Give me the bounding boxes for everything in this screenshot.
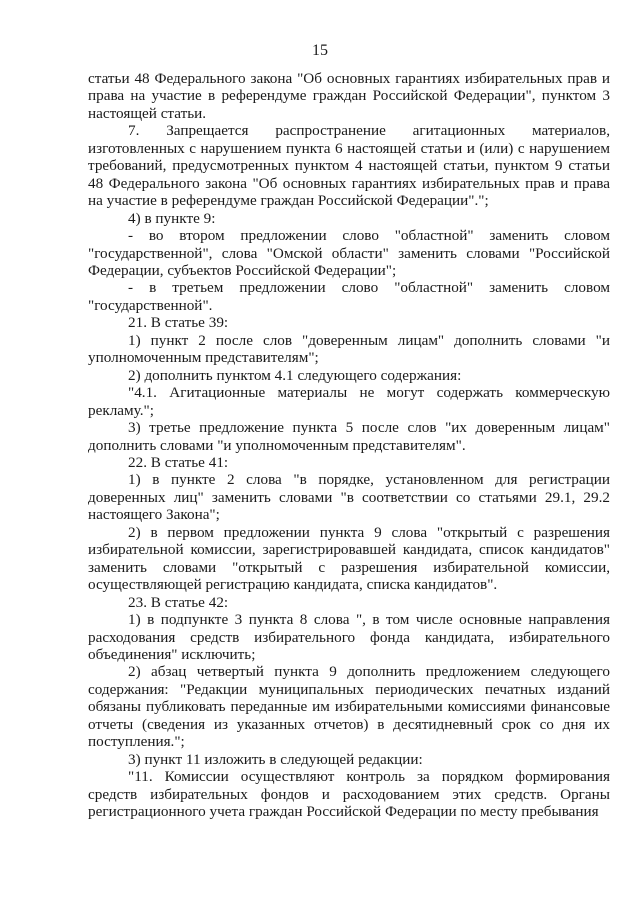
paragraph: 2) в первом предложении пункта 9 слова "открытый с разрешения избирательной комиссии, зарегистрировавшей кандидата, список кандидатов" заменить словами "открытый с разрешения избирательной комиссии, осуществляющей регистрацию кандидата, списка кандидатов". [88, 523, 610, 594]
paragraph: 3) третье предложение пункта 5 после слов "их доверенным лицам" дополнить словами "и уполномоченным представителям". [88, 419, 610, 454]
paragraph: "4.1. Агитационные материалы не могут содержать коммерческую рекламу."; [88, 384, 610, 419]
paragraph: 22. В статье 41: [128, 453, 229, 471]
paragraph: 2) абзац четвертый пункта 9 дополнить предложением следующего содержания: "Редакции муниципальных периодических печатных изданий обязаны публиковать переданные им избирательными комиссиями финансовые отчеты (сведения из указанных отчетов) в десятидневный срок со дня их поступления."; [88, 663, 610, 751]
paragraph: статьи 48 Федерального закона "Об основных гарантиях избирательных прав и права на участие в референдуме граждан Российской Федерации", пунктом 3 настоящей статьи. [88, 70, 610, 122]
paragraph: - во втором предложении слово "областной" заменить словом "государственной", слова "Омской области" заменить словами "Российской Федерации, субъектов Российской Федерации"; [88, 227, 610, 279]
paragraph: 21. В статье 39: [128, 314, 229, 332]
paragraph: 7. Запрещается распространение агитационных материалов, изготовленных с нарушением пункта 6 настоящей статьи и (или) с нарушением требований, предусмотренных пунктом 4 настоящей статьи, пунктом 9 статьи 48 Федерального закона "Об основных гарантиях избирательных прав и права на участие в референдуме граждан Российской Федерации"."; [88, 122, 610, 210]
document-body [88, 70, 610, 820]
paragraph: 2) дополнить пунктом 4.1 следующего содержания: [128, 366, 462, 384]
paragraph: 1) в пункте 2 слова "в порядке, установленном для регистрации доверенных лиц" заменить словами "в соответствии со статьями 29.1, 29.2 настоящего Закона"; [88, 471, 610, 524]
paragraph: 4) в пункте 9: [128, 209, 216, 227]
paragraph: 1) пункт 2 после слов "доверенным лицам" дополнить словами "и уполномоченным представителям"; [88, 331, 610, 367]
paragraph: "11. Комиссии осуществляют контроль за порядком формирования средств избирательных фондов и расходованием этих средств. Органы регистрационного учета граждан Российской Федерации по месту пребывания [88, 768, 610, 821]
paragraph: 3) пункт 11 изложить в следующей редакции: [128, 750, 423, 768]
paragraph: 23. В статье 42: [128, 593, 229, 611]
page-number: 15 [312, 42, 328, 59]
paragraph: - в третьем предложении слово "областной" заменить словом "государственной". [88, 279, 610, 314]
paragraph: 1) в подпункте 3 пункта 8 слова ", в том числе основные направления расходования средств избирательного фонда кандидата, избирательного объединения" исключить; [88, 611, 610, 663]
